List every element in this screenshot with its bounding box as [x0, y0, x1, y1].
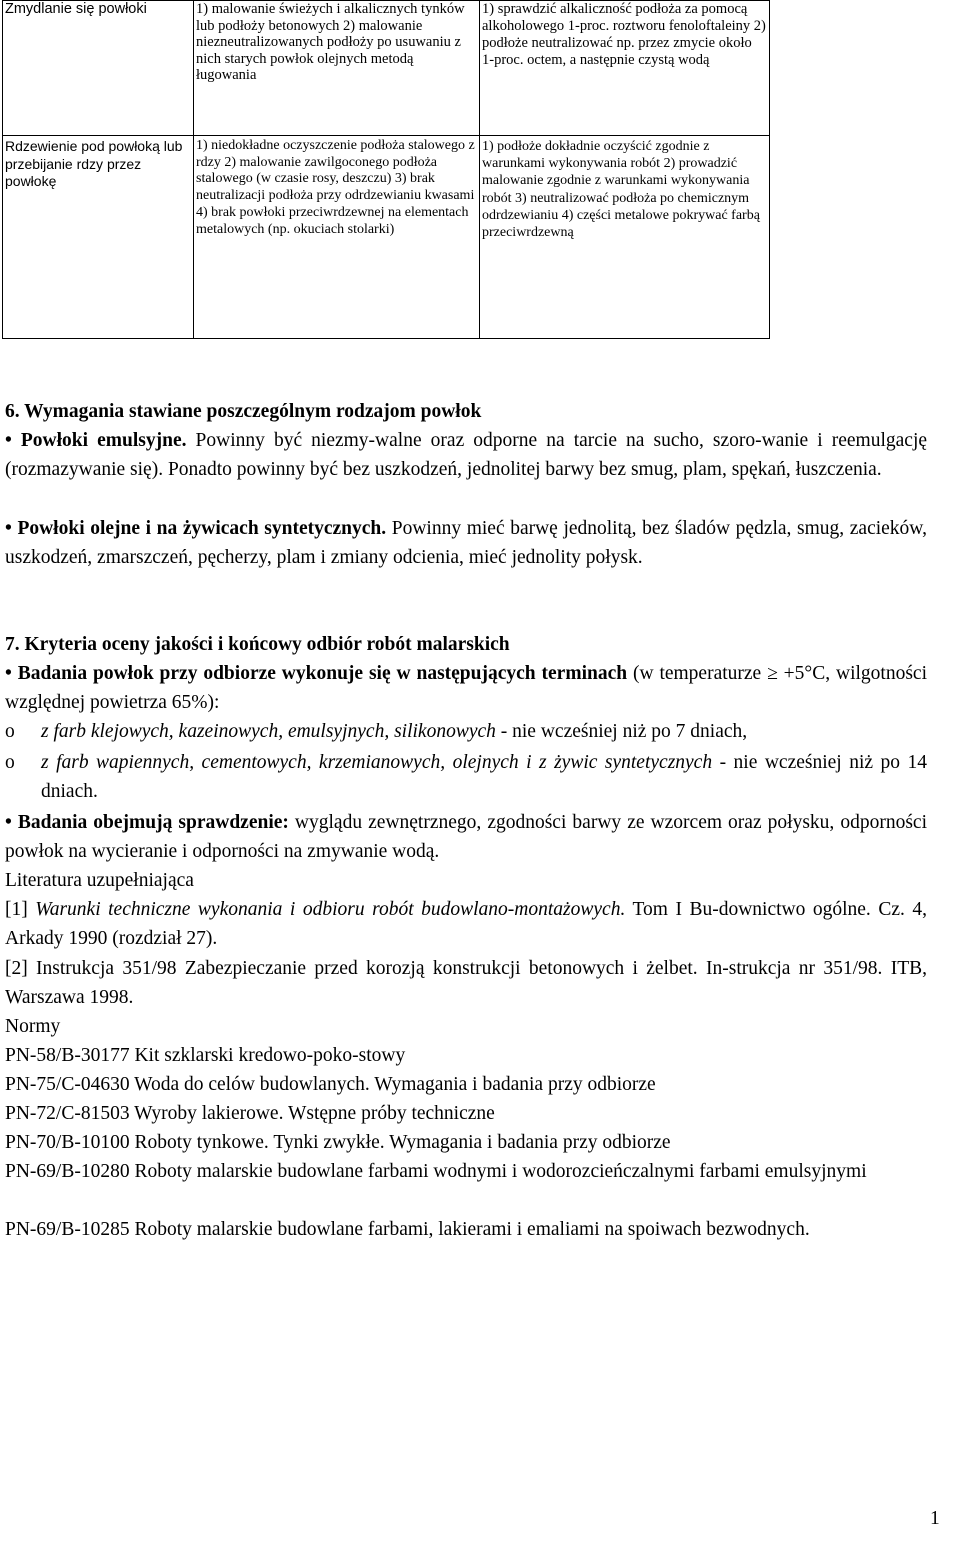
list-item	[5, 717, 927, 746]
section-7-terms	[5, 659, 927, 718]
list-marker: o	[5, 752, 15, 773]
item-title: Badania obejmują sprawdzenie:	[17, 812, 289, 833]
norm-item: PN-70/B-10100 Roboty tynkowe. Tynki zwykłe. Wymagania i badania przy odbiorze	[5, 1132, 671, 1153]
item-title: Badania powłok przy odbiorze wykonuje się w następujących terminach	[17, 663, 628, 684]
section-7-heading: 7. Kryteria oceny jakości i końcowy odbiór robót malarskich	[5, 634, 510, 655]
item-text: - nie wcześniej niż po 14 dniach.	[41, 752, 927, 803]
bullet: •	[5, 518, 12, 539]
norm-item: PN-72/C-81503 Wyroby lakierowe. Wstępne próby techniczne	[5, 1103, 495, 1124]
norm-item: PN-58/B-30177 Kit szklarski kredowo-poko-stowy	[5, 1045, 406, 1066]
section-6-heading: 6. Wymagania stawiane poszczególnym rodzajom powłok	[5, 401, 482, 422]
defect-cell: Rdzewienie pod powłoką lub przebijanie rdzy przez powłokę	[3, 136, 194, 339]
table-row	[3, 1, 770, 136]
defects-table	[2, 0, 770, 339]
item-text: - nie wcześniej niż po 7 dniach,	[495, 721, 748, 742]
cause-cell: 1) malowanie świeżych i alkalicznych tynków lub podłoży betonowych 2) malowanie niezneutralizowanych podłoży po usuwaniu z nich starych powłok olejnych metodą ługowania	[194, 1, 480, 136]
literature-ref-2: [2] Instrukcja 351/98 Zabezpieczanie przed korozją konstrukcji betonowych i żelbet. In-strukcja nr 351/98. ITB, Warszawa 1998.	[5, 958, 927, 1009]
bullet: •	[5, 812, 12, 833]
section-6-item-oil	[5, 514, 927, 573]
item-text: (w temperaturze ≥ +5°C, wilgotności względnej powietrza 65%):	[5, 663, 927, 714]
item-italic: z farb klejowych, kazeinowych, emulsyjnych, silikonowych	[41, 721, 496, 742]
remedy-cell: 1) sprawdzić alkaliczność podłoża za pomocą alkoholowego 1-proc. roztworu fenoloftaleiny 2) podłoże neutralizować np. przez zmycie około 1-proc. octem, a następnie czystą wodą	[480, 1, 770, 136]
literature-heading: Literatura uzupełniająca	[5, 870, 194, 891]
section-6-item-emulsion	[5, 426, 927, 485]
item-text: Powinny być niezmy-walne oraz odporne na tarcie na sucho, szoro-wanie i reemulgację (rozmazywanie się). Ponadto powinny być bez uszkodzeń, jednolitej barwy bez smug, plam, spękań, łuszczenia.	[5, 430, 928, 481]
norm-item: PN-69/B-10280 Roboty malarskie budowlane farbami wodnymi i wodorozcieńczalnymi farbami emulsyjnymi	[5, 1161, 867, 1182]
norms-heading: Normy	[5, 1016, 61, 1037]
item-text: Powinny mieć barwę jednolitą, bez śladów pędzla, smug, zacieków, uszkodzeń, zmarszczeń, pęcherzy, plam i zmiany odcienia, mieć jednolity połysk.	[5, 518, 928, 569]
list-item	[5, 748, 927, 807]
ref-title: Warunki techniczne wykonania i odbioru robót budowlano-montażowych.	[35, 899, 626, 920]
norm-item: PN-69/B-10285 Roboty malarskie budowlane farbami, lakierami i emaliami na spoiwach bezwodnych.	[5, 1219, 810, 1240]
section-7-scope	[5, 808, 927, 867]
remedy-cell: 1) podłoże dokładnie oczyścić zgodnie z warunkami wykonywania robót 2) prowadzić malowanie zgodnie z warunkami wykonywania robót 3) neutralizować podłoża po chemicznym odrdzewianiu 4) części metalowe pokrywać farbą przeciwrdzewną	[480, 136, 770, 339]
page-number: 1	[930, 1508, 940, 1529]
literature-ref-1	[5, 895, 927, 954]
item-text: wyglądu zewnętrznego, zgodności barwy ze wzorcem oraz połysku, odporności powłok na wycieranie i odporności na zmywanie wodą.	[5, 812, 927, 863]
item-title: Powłoki emulsyjne.	[20, 430, 187, 451]
norm-item: PN-75/C-04630 Woda do celów budowlanych. Wymagania i badania przy odbiorze	[5, 1074, 656, 1095]
cause-cell: 1) niedokładne oczyszczenie podłoża stalowego z rdzy 2) malowanie zawilgoconego podłoża stalowego (w czasie rosy, deszczu) 3) brak neutralizacji podłoża przy odrdzewianiu kwasami 4) brak powłoki przeciwrdzewnej na elementach metalowych (np. okuciach stolarki)	[194, 136, 480, 339]
item-italic: z farb wapiennych, cementowych, krzemianowych, olejnych i z żywic syntetycznych	[41, 752, 713, 773]
ref-number: [1]	[5, 899, 36, 920]
ref-text: Tom I Bu-downictwo ogólne. Cz. 4, Arkady 1990 (rozdział 27).	[5, 899, 927, 950]
defect-cell: Zmydlanie się powłoki	[3, 1, 194, 136]
bullet: •	[5, 430, 12, 451]
list-marker: o	[5, 721, 15, 742]
table-row	[3, 136, 770, 339]
item-title: Powłoki olejne i na żywicach syntetycznych.	[17, 518, 387, 539]
bullet: •	[5, 663, 12, 684]
